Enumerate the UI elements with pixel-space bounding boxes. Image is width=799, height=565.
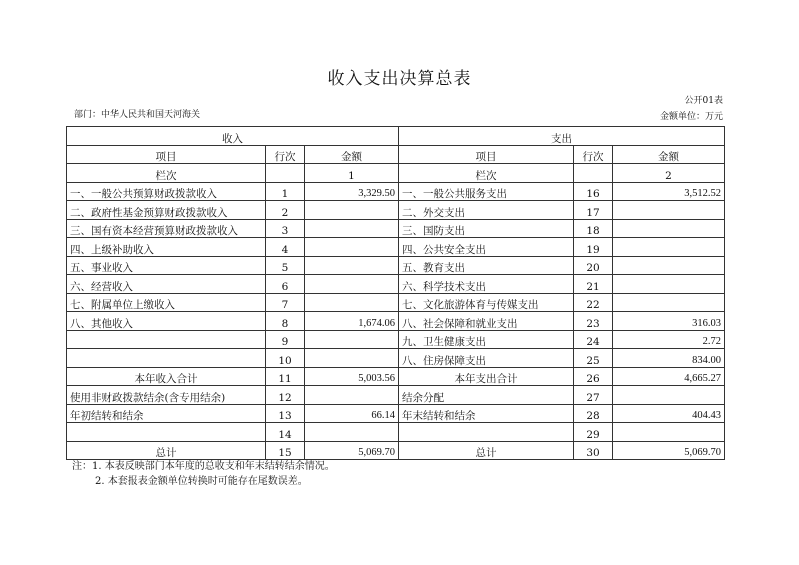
income-column-label: 栏次 bbox=[67, 164, 266, 183]
income-item: 八、其他收入 bbox=[67, 312, 266, 331]
expense-item: 一、一般公共服务支出 bbox=[399, 182, 574, 201]
income-row-no: 11 bbox=[266, 367, 305, 386]
income-item-header: 项目 bbox=[67, 145, 266, 164]
table-row bbox=[67, 293, 725, 312]
income-item: 四、上级补助收入 bbox=[67, 238, 266, 257]
income-row-no: 15 bbox=[266, 441, 305, 460]
income-row-no-header: 行次 bbox=[266, 145, 305, 164]
income-row-no: 3 bbox=[266, 219, 305, 238]
expense-amount: 834.00 bbox=[613, 349, 725, 368]
income-column-number: 1 bbox=[305, 164, 399, 183]
income-item: 使用非财政拨款结余(含专用结余) bbox=[67, 386, 266, 405]
table-row bbox=[67, 238, 725, 257]
income-amount bbox=[305, 330, 399, 349]
expense-item: 本年支出合计 bbox=[399, 367, 574, 386]
income-item: 年初结转和结余 bbox=[67, 404, 266, 423]
expense-item: 二、外交支出 bbox=[399, 201, 574, 220]
table-row bbox=[67, 182, 725, 201]
expense-item: 总计 bbox=[399, 441, 574, 460]
expense-item: 八、住房保障支出 bbox=[399, 349, 574, 368]
table-row bbox=[67, 330, 725, 349]
income-item bbox=[67, 423, 266, 442]
income-amount bbox=[305, 349, 399, 368]
expense-row-no: 21 bbox=[574, 275, 613, 294]
expense-amount bbox=[613, 219, 725, 238]
expense-row-no: 24 bbox=[574, 330, 613, 349]
income-row-no: 14 bbox=[266, 423, 305, 442]
table-row bbox=[67, 404, 725, 423]
income-amount: 66.14 bbox=[305, 404, 399, 423]
income-amount: 5,003.56 bbox=[305, 367, 399, 386]
income-amount: 5,069.70 bbox=[305, 441, 399, 460]
table-row bbox=[67, 349, 725, 368]
expense-row-no: 30 bbox=[574, 441, 613, 460]
expense-row-no: 28 bbox=[574, 404, 613, 423]
expense-amount bbox=[613, 275, 725, 294]
income-item bbox=[67, 349, 266, 368]
expense-row-no: 27 bbox=[574, 386, 613, 405]
income-expense-table bbox=[66, 126, 725, 460]
expense-amount: 316.03 bbox=[613, 312, 725, 331]
expense-row-no-header: 行次 bbox=[574, 145, 613, 164]
income-row-no: 5 bbox=[266, 256, 305, 275]
expense-amount bbox=[613, 256, 725, 275]
expense-section-header: 支出 bbox=[399, 127, 725, 146]
expense-amount: 3,512.52 bbox=[613, 182, 725, 201]
expense-row-no: 16 bbox=[574, 182, 613, 201]
expense-row-no: 25 bbox=[574, 349, 613, 368]
income-amount bbox=[305, 256, 399, 275]
department-label: 部门：中华人民共和国天河海关 bbox=[74, 110, 201, 120]
expense-row-no: 19 bbox=[574, 238, 613, 257]
expense-item: 五、教育支出 bbox=[399, 256, 574, 275]
expense-amount bbox=[613, 423, 725, 442]
income-item: 七、附属单位上缴收入 bbox=[67, 293, 266, 312]
table-row bbox=[67, 423, 725, 442]
expense-amount: 4,665.27 bbox=[613, 367, 725, 386]
expense-amount bbox=[613, 293, 725, 312]
expense-amount: 404.43 bbox=[613, 404, 725, 423]
table-row bbox=[67, 201, 725, 220]
income-item: 一、一般公共预算财政拨款收入 bbox=[67, 182, 266, 201]
expense-item: 七、文化旅游体育与传媒支出 bbox=[399, 293, 574, 312]
expense-column-number: 2 bbox=[613, 164, 725, 183]
income-amount bbox=[305, 201, 399, 220]
expense-item: 结余分配 bbox=[399, 386, 574, 405]
expense-amount bbox=[613, 201, 725, 220]
note-1: 注：1. 本表反映部门本年度的总收支和年末结转结余情况。 bbox=[72, 461, 335, 472]
section-header-row bbox=[67, 127, 725, 146]
expense-row-no: 18 bbox=[574, 219, 613, 238]
table-row bbox=[67, 367, 725, 386]
expense-item: 四、公共安全支出 bbox=[399, 238, 574, 257]
income-item: 总计 bbox=[67, 441, 266, 460]
form-number: 公开01表 bbox=[684, 96, 723, 106]
income-item: 二、政府性基金预算财政拨款收入 bbox=[67, 201, 266, 220]
income-row-no: 8 bbox=[266, 312, 305, 331]
income-amount bbox=[305, 219, 399, 238]
expense-row-no: 26 bbox=[574, 367, 613, 386]
expense-amount-header: 金额 bbox=[613, 145, 725, 164]
income-row-no: 13 bbox=[266, 404, 305, 423]
income-column-label-empty bbox=[266, 164, 305, 183]
income-item: 三、国有资本经营预算财政拨款收入 bbox=[67, 219, 266, 238]
expense-column-label-empty bbox=[574, 164, 613, 183]
income-row-no: 12 bbox=[266, 386, 305, 405]
note-2: 2. 本套报表金额单位转换时可能存在尾数误差。 bbox=[95, 476, 308, 487]
expense-row-no: 23 bbox=[574, 312, 613, 331]
expense-row-no: 29 bbox=[574, 423, 613, 442]
expense-row-no: 20 bbox=[574, 256, 613, 275]
income-row-no: 2 bbox=[266, 201, 305, 220]
amount-unit-label: 金额单位：万元 bbox=[659, 112, 723, 122]
income-item: 本年收入合计 bbox=[67, 367, 266, 386]
expense-item: 三、国防支出 bbox=[399, 219, 574, 238]
expense-item bbox=[399, 423, 574, 442]
column-header-row bbox=[67, 145, 725, 164]
income-amount bbox=[305, 293, 399, 312]
income-row-no: 6 bbox=[266, 275, 305, 294]
expense-item: 八、社会保障和就业支出 bbox=[399, 312, 574, 331]
income-amount bbox=[305, 238, 399, 257]
income-section-header: 收入 bbox=[67, 127, 399, 146]
expense-column-label: 栏次 bbox=[399, 164, 574, 183]
notes bbox=[72, 459, 335, 489]
expense-item: 六、科学技术支出 bbox=[399, 275, 574, 294]
expense-row-no: 22 bbox=[574, 293, 613, 312]
income-amount-header: 金额 bbox=[305, 145, 399, 164]
column-label-row bbox=[67, 164, 725, 183]
income-row-no: 1 bbox=[266, 182, 305, 201]
expense-item: 年末结转和结余 bbox=[399, 404, 574, 423]
income-amount bbox=[305, 423, 399, 442]
income-amount bbox=[305, 386, 399, 405]
income-amount bbox=[305, 275, 399, 294]
table-row bbox=[67, 256, 725, 275]
income-row-no: 9 bbox=[266, 330, 305, 349]
expense-amount: 5,069.70 bbox=[613, 441, 725, 460]
table-row bbox=[67, 386, 725, 405]
table-row bbox=[67, 275, 725, 294]
income-row-no: 7 bbox=[266, 293, 305, 312]
income-item bbox=[67, 330, 266, 349]
expense-row-no: 17 bbox=[574, 201, 613, 220]
income-amount: 1,674.06 bbox=[305, 312, 399, 331]
expense-amount bbox=[613, 238, 725, 257]
income-amount: 3,329.50 bbox=[305, 182, 399, 201]
income-row-no: 4 bbox=[266, 238, 305, 257]
table-row bbox=[67, 441, 725, 460]
expense-item: 九、卫生健康支出 bbox=[399, 330, 574, 349]
table-row bbox=[67, 219, 725, 238]
report-title: 收入支出决算总表 bbox=[327, 69, 472, 89]
expense-item-header: 项目 bbox=[399, 145, 574, 164]
income-row-no: 10 bbox=[266, 349, 305, 368]
expense-amount bbox=[613, 386, 725, 405]
table-row bbox=[67, 312, 725, 331]
expense-amount: 2.72 bbox=[613, 330, 725, 349]
income-item: 六、经营收入 bbox=[67, 275, 266, 294]
income-item: 五、事业收入 bbox=[67, 256, 266, 275]
